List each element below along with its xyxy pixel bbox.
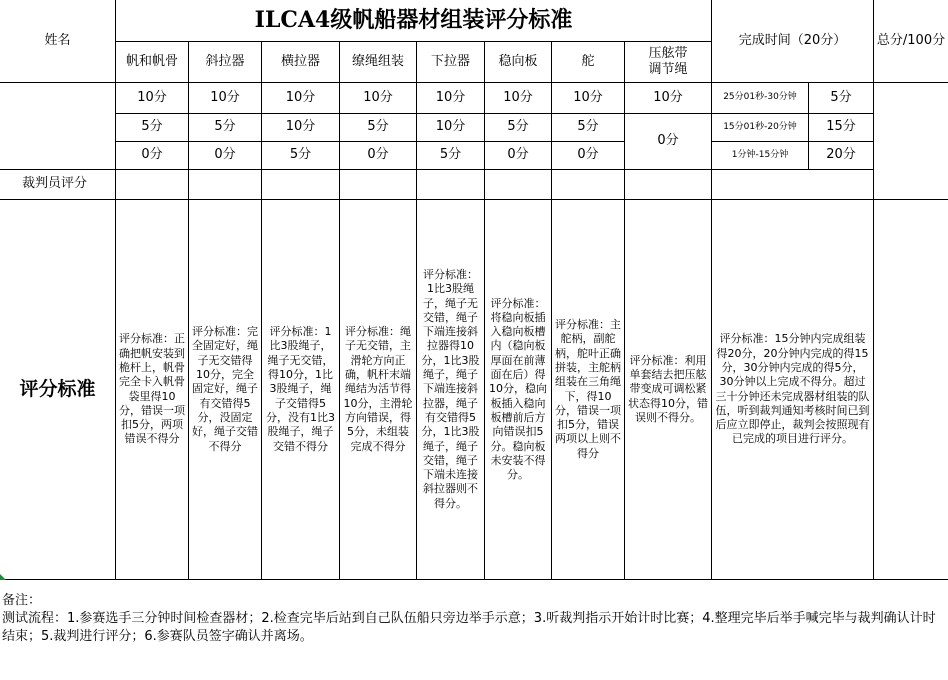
judge-score-cell <box>340 170 417 200</box>
column-header-vang: 斜拉器 <box>189 42 262 83</box>
notes-title: 备注： <box>2 593 42 608</box>
score-cell: 0分 <box>340 142 417 170</box>
judge-score-cell <box>262 170 340 200</box>
criteria-vang: 评分标准：完全固定好，绳子无交错得10分，完全固定好，绳子有交错得5分，没固定好，绳子交错不得分 <box>189 200 262 580</box>
score-cell: 10分 <box>552 83 625 114</box>
criteria-rudder: 评分标准：主舵柄，副舵柄，舵叶正确拼装，主舵柄组装在三角绳下，得10分，错误一项扣5分，错误两项以上则不得分 <box>552 200 625 580</box>
judge-score-cell <box>485 170 552 200</box>
total-score-cell <box>874 83 948 200</box>
criteria-cunningham: 评分标准：1比3股绳子，绳子无交错，绳子下端连接斜拉器得10分，1比3股绳子，绳子下端连接斜拉器，绳子有交错得5分，1比3股绳子，绳子交错，绳子下端未连接斜拉器则不得分。 <box>417 200 485 580</box>
notes-process: 测试流程：1.参赛选手三分钟时间检查器材；2.检查完毕后站到自己队伍船只旁边举手示意；3.听裁判指示开始计时比赛；4.整理完毕后举手喊完毕与裁判确认计时结束；5.裁判进行评分；6.参赛队员签字确认并离场。 <box>2 611 936 644</box>
score-cell: 10分 <box>417 114 485 142</box>
cell-marker-icon <box>0 574 6 580</box>
score-cell: 5分 <box>552 114 625 142</box>
score-cell: 10分 <box>340 83 417 114</box>
time-range-cell: 1分钟-15分钟 <box>712 142 809 170</box>
score-cell: 0分 <box>625 114 712 170</box>
criteria-time: 评分标准：15分钟内完成组装得20分，20分钟内完成的得15分，30分钟内完成的得5分，30分钟以上完成不得分。超过三十分钟还未完成器材组装的队伍，听到裁判通知考核时间已到后应立即停止，裁判会按照现有已完成的项目进行评分。 <box>712 200 874 580</box>
score-cell: 10分 <box>262 83 340 114</box>
column-header-sail: 帆和帆骨 <box>116 42 189 83</box>
criteria-traveler: 评分标准：1比3股绳子，绳子无交错，得10分，1比3股绳子，绳子交错得5分，没有1比3股绳子，绳子交错不得分 <box>262 200 340 580</box>
criteria-hiking-strap: 评分标准：利用单套结去把压舷带变成可调松紧状态得10分，错误则不得分。 <box>625 200 712 580</box>
time-score-cell: 15分 <box>809 114 874 142</box>
time-score-cell: 5分 <box>809 83 874 114</box>
judge-score-label: 裁判员评分 <box>0 170 116 200</box>
judge-score-cell <box>116 170 189 200</box>
score-row-label <box>0 83 116 170</box>
judge-score-cell <box>417 170 485 200</box>
judge-score-cell <box>712 170 874 200</box>
judge-score-cell <box>189 170 262 200</box>
time-header: 完成时间（20分） <box>712 0 874 83</box>
column-header-traveler: 横拉器 <box>262 42 340 83</box>
score-cell: 0分 <box>116 142 189 170</box>
score-cell: 10分 <box>116 83 189 114</box>
score-cell: 5分 <box>340 114 417 142</box>
table-title: ILCA4级帆船器材组装评分标准 <box>116 0 712 42</box>
score-cell: 5分 <box>417 142 485 170</box>
score-cell: 5分 <box>485 114 552 142</box>
name-header: 姓名 <box>0 0 116 83</box>
column-header-cunningham: 下拉器 <box>417 42 485 83</box>
time-range-cell: 15分01秒-20分钟 <box>712 114 809 142</box>
score-cell: 5分 <box>116 114 189 142</box>
criteria-daggerboard: 评分标准：将稳向板插入稳向板槽内（稳向板厚面在前薄面在后）得10分，稳向板插入稳向板槽前后方向错误扣5分。稳向板未安装不得分。 <box>485 200 552 580</box>
criteria-sail: 评分标准：正确把帆安装到桅杆上，帆骨完全卡入帆骨袋里得10分，错误一项扣5分，两项错误不得分 <box>116 200 189 580</box>
score-cell: 10分 <box>417 83 485 114</box>
score-cell: 0分 <box>485 142 552 170</box>
column-header-daggerboard: 稳向板 <box>485 42 552 83</box>
column-header-hiking-strap: 压舷带调节绳 <box>625 42 712 83</box>
total-header: 总分/100分 <box>874 0 948 83</box>
column-header-mainsheet: 缭绳组装 <box>340 42 417 83</box>
criteria-total-cell <box>874 200 948 580</box>
criteria-mainsheet: 评分标准：绳子无交错，主滑轮方向正确，帆杆末端绳结为活节得10分，主滑轮方向错误，得5分，未组装完成不得分 <box>340 200 417 580</box>
score-cell: 5分 <box>189 114 262 142</box>
criteria-label: 评分标准 <box>0 200 116 580</box>
judge-score-cell <box>625 170 712 200</box>
score-cell: 5分 <box>262 142 340 170</box>
score-cell: 10分 <box>262 114 340 142</box>
score-cell: 10分 <box>485 83 552 114</box>
judge-score-cell <box>552 170 625 200</box>
score-cell: 0分 <box>189 142 262 170</box>
time-score-cell: 20分 <box>809 142 874 170</box>
score-cell: 10分 <box>189 83 262 114</box>
column-header-rudder: 舵 <box>552 42 625 83</box>
score-cell: 10分 <box>625 83 712 114</box>
notes <box>2 592 942 646</box>
time-range-cell: 25分01秒-30分钟 <box>712 83 809 114</box>
score-cell: 0分 <box>552 142 625 170</box>
